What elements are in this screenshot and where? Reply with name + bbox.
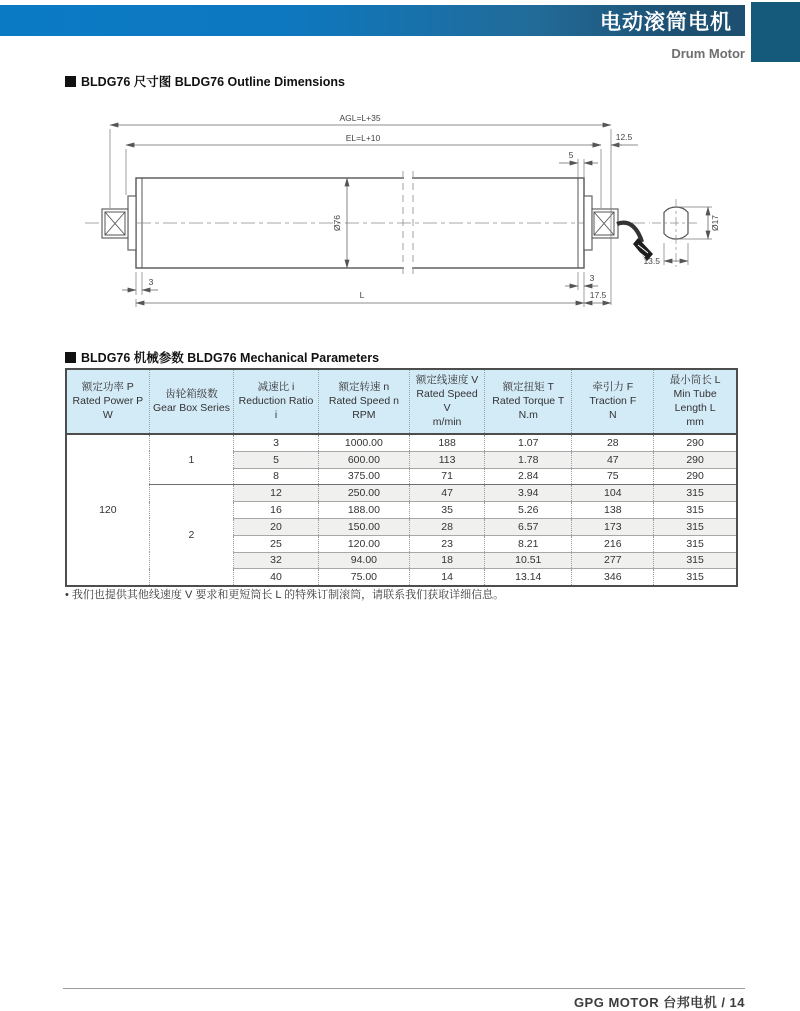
section-bullet-icon (65, 76, 76, 87)
table-cell: 188.00 (318, 502, 409, 519)
table-body (66, 434, 737, 585)
table-cell: 28 (572, 434, 654, 451)
table-cell: 290 (654, 451, 737, 468)
dim-label-el: EL=L+10 (345, 133, 381, 143)
gear-series-cell: 2 (149, 485, 234, 586)
table-cell: 3 (234, 434, 319, 451)
dim-label-shaft-diameter: Ø17 (710, 214, 720, 232)
header-cell: 额定线速度 V Rated Speed V m/min (410, 369, 485, 434)
table-cell: 35 (410, 502, 485, 519)
footer-divider (63, 988, 745, 989)
table-cell: 2.84 (485, 468, 572, 485)
dim-label-5: 5 (568, 150, 574, 160)
section-title-parameters (65, 348, 379, 366)
table-cell: 3.94 (485, 485, 572, 502)
header-cell: 额定扭矩 T Rated Torque T N.m (485, 369, 572, 434)
table-cell: 47 (410, 485, 485, 502)
table-cell: 32 (234, 552, 319, 569)
dim-label-length: L (359, 290, 365, 300)
table-cell: 14 (410, 569, 485, 586)
header-cell: 最小筒长 L Min Tube Length L mm (654, 369, 737, 434)
table-cell: 315 (654, 485, 737, 502)
section-title-text: BLDG76 尺寸图 BLDG76 Outline Dimensions (81, 75, 345, 89)
dim-label-3-right: 3 (589, 273, 595, 283)
header-cell: 额定转速 n Rated Speed n RPM (318, 369, 409, 434)
table-cell: 277 (572, 552, 654, 569)
right-flange (584, 196, 592, 250)
gear-series-cell: 1 (149, 434, 234, 484)
table-cell: 315 (654, 518, 737, 535)
table-cell: 138 (572, 502, 654, 519)
page-subtitle: Drum Motor (671, 46, 745, 61)
table-cell: 10.51 (485, 552, 572, 569)
dim-label-tube-diameter: Ø76 (332, 214, 342, 232)
table-cell: 6.57 (485, 518, 572, 535)
table-header (66, 369, 737, 434)
table-cell: 150.00 (318, 518, 409, 535)
header-bar (0, 5, 745, 36)
table-cell: 75.00 (318, 569, 409, 586)
table-cell: 5.26 (485, 502, 572, 519)
table-cell: 8.21 (485, 535, 572, 552)
table-cell: 47 (572, 451, 654, 468)
dim-label-3-left: 3 (148, 277, 154, 287)
dim-label-agl: AGL=L+35 (339, 113, 381, 123)
table-cell: 8 (234, 468, 319, 485)
table-cell: 113 (410, 451, 485, 468)
rated-power-cell: 120 (66, 434, 149, 585)
table-cell: 315 (654, 502, 737, 519)
table-cell: 13.14 (485, 569, 572, 586)
table-cell: 250.00 (318, 485, 409, 502)
table-cell: 290 (654, 468, 737, 485)
table-cell: 25 (234, 535, 319, 552)
table-cell: 5 (234, 451, 319, 468)
outline-drawing (60, 93, 740, 341)
header-cell: 齿轮箱级数 Gear Box Series (149, 369, 234, 434)
table-cell: 94.00 (318, 552, 409, 569)
table-cell: 173 (572, 518, 654, 535)
header-side-block (751, 2, 800, 62)
section-bullet-icon (65, 352, 76, 363)
parameters-table (65, 368, 738, 587)
section-title-outline (65, 72, 345, 90)
table-cell: 188 (410, 434, 485, 451)
table-cell: 40 (234, 569, 319, 586)
table-cell: 18 (410, 552, 485, 569)
table-cell: 16 (234, 502, 319, 519)
table-cell: 1000.00 (318, 434, 409, 451)
page-title: 电动滚筒电机 (600, 10, 732, 34)
dim-label-13-5: 13.5 (643, 256, 660, 266)
dim-label-17-5: 17.5 (589, 290, 607, 300)
table-cell: 600.00 (318, 451, 409, 468)
table-cell: 20 (234, 518, 319, 535)
table-cell: 71 (410, 468, 485, 485)
table-cell: 315 (654, 569, 737, 586)
drum-tube (136, 178, 584, 268)
table-cell: 375.00 (318, 468, 409, 485)
footnote: • 我们也提供其他线速度 V 要求和更短筒长 L 的特殊订制滚筒，请联系我们获取详细信息。 (65, 589, 505, 601)
table-cell: 346 (572, 569, 654, 586)
header-cell: 额定功率 P Rated Power P W (66, 369, 149, 434)
table-cell: 315 (654, 535, 737, 552)
dim-label-12-5: 12.5 (615, 132, 633, 142)
header-cell: 减速比 i Reduction Ratio i (234, 369, 319, 434)
table-cell: 12 (234, 485, 319, 502)
table-cell: 1.78 (485, 451, 572, 468)
table-cell: 23 (410, 535, 485, 552)
left-flange (128, 196, 136, 250)
header-cell: 牵引力 F Traction F N (572, 369, 654, 434)
table-cell: 315 (654, 552, 737, 569)
table-cell: 28 (410, 518, 485, 535)
section-title-text: BLDG76 机械参数 BLDG76 Mechanical Parameters (81, 351, 380, 365)
table-cell: 120.00 (318, 535, 409, 552)
table-cell: 104 (572, 485, 654, 502)
table-cell: 75 (572, 468, 654, 485)
table-cell: 1.07 (485, 434, 572, 451)
footer-text: GPG MOTOR 台邦电机 / 14 (573, 995, 745, 1010)
table-cell: 216 (572, 535, 654, 552)
table-cell: 290 (654, 434, 737, 451)
